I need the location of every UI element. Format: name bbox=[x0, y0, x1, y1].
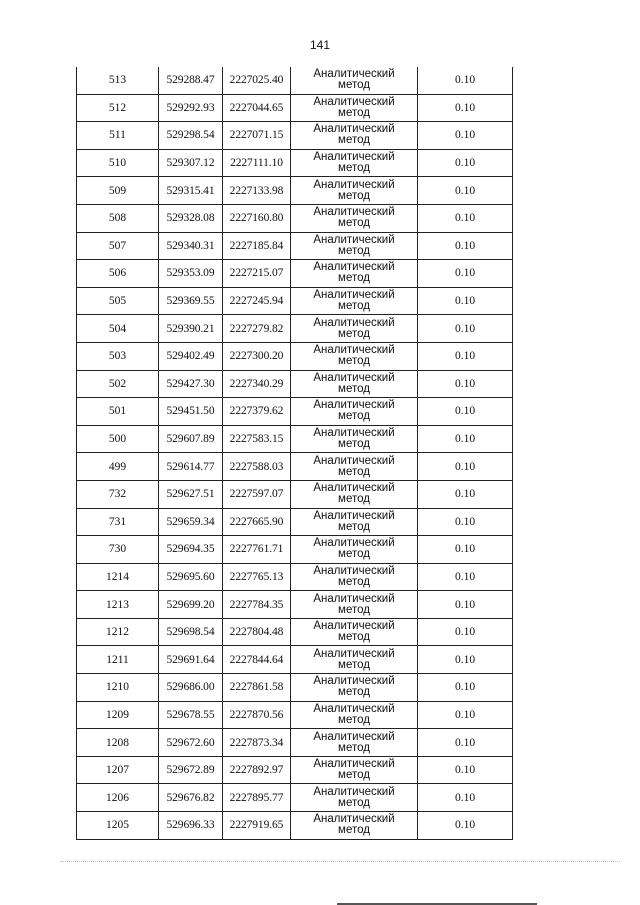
point-number-cell: 509 bbox=[77, 177, 159, 205]
accuracy-cell: 0.10 bbox=[418, 94, 513, 122]
accuracy-cell: 0.10 bbox=[418, 591, 513, 619]
method-line-1: Аналитический bbox=[313, 233, 395, 246]
method-line-1: Аналитический bbox=[313, 344, 395, 357]
accuracy-cell: 0.10 bbox=[418, 149, 513, 177]
x-coordinate-cell: 529402.49 bbox=[159, 342, 223, 370]
method-cell bbox=[291, 232, 418, 260]
point-number-cell: 732 bbox=[77, 480, 159, 508]
point-number-cell: 504 bbox=[77, 315, 159, 343]
method-cell bbox=[291, 536, 418, 564]
method-line-1: Аналитический bbox=[313, 427, 395, 440]
point-number-cell: 730 bbox=[77, 536, 159, 564]
method-line-1: Аналитический bbox=[313, 68, 395, 81]
method-line-1: Аналитический bbox=[313, 702, 395, 715]
x-coordinate-cell: 529292.93 bbox=[159, 94, 223, 122]
method-cell bbox=[291, 149, 418, 177]
point-number-cell: 506 bbox=[77, 260, 159, 288]
x-coordinate-cell: 529353.09 bbox=[159, 260, 223, 288]
method-line-2: метод bbox=[338, 548, 370, 561]
point-number-cell: 511 bbox=[77, 122, 159, 150]
method-cell bbox=[291, 701, 418, 729]
method-cell bbox=[291, 784, 418, 812]
method-cell bbox=[291, 122, 418, 150]
method-line-2: метод bbox=[338, 134, 370, 147]
method-cell bbox=[291, 646, 418, 674]
method-line-2: метод bbox=[338, 79, 370, 92]
table-row bbox=[77, 674, 513, 702]
y-coordinate-cell: 2227160.80 bbox=[223, 204, 291, 232]
x-coordinate-cell: 529298.54 bbox=[159, 122, 223, 150]
table-row bbox=[77, 812, 513, 840]
accuracy-cell: 0.10 bbox=[418, 177, 513, 205]
point-number-cell: 508 bbox=[77, 204, 159, 232]
y-coordinate-cell: 2227784.35 bbox=[223, 591, 291, 619]
method-line-1: Аналитический bbox=[313, 261, 395, 274]
y-coordinate-cell: 2227870.56 bbox=[223, 701, 291, 729]
method-line-2: метод bbox=[338, 327, 370, 340]
x-coordinate-cell: 529288.47 bbox=[159, 67, 223, 94]
method-line-2: метод bbox=[338, 824, 370, 837]
method-line-1: Аналитический bbox=[313, 206, 395, 219]
method-line-2: метод bbox=[338, 465, 370, 478]
x-coordinate-cell: 529678.55 bbox=[159, 701, 223, 729]
accuracy-cell: 0.10 bbox=[418, 453, 513, 481]
scan-artifact-dots bbox=[60, 861, 620, 864]
method-line-1: Аналитический bbox=[313, 537, 395, 550]
table-row bbox=[77, 591, 513, 619]
method-cell bbox=[291, 287, 418, 315]
method-line-1: Аналитический bbox=[313, 647, 395, 660]
x-coordinate-cell: 529676.82 bbox=[159, 784, 223, 812]
method-cell bbox=[291, 94, 418, 122]
table-row bbox=[77, 342, 513, 370]
y-coordinate-cell: 2227892.97 bbox=[223, 756, 291, 784]
table-row bbox=[77, 701, 513, 729]
point-number-cell: 503 bbox=[77, 342, 159, 370]
method-cell bbox=[291, 315, 418, 343]
x-coordinate-cell: 529699.20 bbox=[159, 591, 223, 619]
y-coordinate-cell: 2227895.77 bbox=[223, 784, 291, 812]
y-coordinate-cell: 2227665.90 bbox=[223, 508, 291, 536]
method-line-2: метод bbox=[338, 162, 370, 175]
y-coordinate-cell: 2227804.48 bbox=[223, 618, 291, 646]
accuracy-cell: 0.10 bbox=[418, 342, 513, 370]
accuracy-cell: 0.10 bbox=[418, 287, 513, 315]
table-row bbox=[77, 94, 513, 122]
point-number-cell: 499 bbox=[77, 453, 159, 481]
point-number-cell: 507 bbox=[77, 232, 159, 260]
x-coordinate-cell: 529390.21 bbox=[159, 315, 223, 343]
accuracy-cell: 0.10 bbox=[418, 729, 513, 757]
method-line-2: метод bbox=[338, 603, 370, 616]
y-coordinate-cell: 2227583.15 bbox=[223, 425, 291, 453]
y-coordinate-cell: 2227919.65 bbox=[223, 812, 291, 840]
point-number-cell: 510 bbox=[77, 149, 159, 177]
point-number-cell: 501 bbox=[77, 398, 159, 426]
method-cell bbox=[291, 756, 418, 784]
y-coordinate-cell: 2227597.07 bbox=[223, 480, 291, 508]
method-cell bbox=[291, 177, 418, 205]
method-line-1: Аналитический bbox=[313, 785, 395, 798]
accuracy-cell: 0.10 bbox=[418, 398, 513, 426]
method-cell bbox=[291, 674, 418, 702]
x-coordinate-cell: 529659.34 bbox=[159, 508, 223, 536]
method-line-1: Аналитический bbox=[313, 620, 395, 633]
y-coordinate-cell: 2227340.29 bbox=[223, 370, 291, 398]
method-cell bbox=[291, 425, 418, 453]
table-row bbox=[77, 398, 513, 426]
table-row bbox=[77, 646, 513, 674]
method-cell bbox=[291, 618, 418, 646]
accuracy-cell: 0.10 bbox=[418, 122, 513, 150]
point-number-cell: 512 bbox=[77, 94, 159, 122]
method-line-2: метод bbox=[338, 189, 370, 202]
method-line-2: метод bbox=[338, 300, 370, 313]
accuracy-cell: 0.10 bbox=[418, 563, 513, 591]
accuracy-cell: 0.10 bbox=[418, 260, 513, 288]
accuracy-cell: 0.10 bbox=[418, 370, 513, 398]
method-line-1: Аналитический bbox=[313, 151, 395, 164]
point-number-cell: 1211 bbox=[77, 646, 159, 674]
x-coordinate-cell: 529340.31 bbox=[159, 232, 223, 260]
coordinates-table-body bbox=[77, 67, 513, 839]
accuracy-cell: 0.10 bbox=[418, 67, 513, 94]
accuracy-cell: 0.10 bbox=[418, 674, 513, 702]
accuracy-cell: 0.10 bbox=[418, 701, 513, 729]
accuracy-cell: 0.10 bbox=[418, 646, 513, 674]
method-line-2: метод bbox=[338, 244, 370, 257]
accuracy-cell: 0.10 bbox=[418, 536, 513, 564]
method-cell bbox=[291, 370, 418, 398]
method-line-2: метод bbox=[338, 796, 370, 809]
point-number-cell: 1207 bbox=[77, 756, 159, 784]
accuracy-cell: 0.10 bbox=[418, 812, 513, 840]
method-line-2: метод bbox=[338, 769, 370, 782]
point-number-cell: 1208 bbox=[77, 729, 159, 757]
method-line-1: Аналитический bbox=[313, 371, 395, 384]
y-coordinate-cell: 2227215.07 bbox=[223, 260, 291, 288]
method-line-2: метод bbox=[338, 382, 370, 395]
method-line-1: Аналитический bbox=[313, 592, 395, 605]
method-cell bbox=[291, 508, 418, 536]
method-line-2: метод bbox=[338, 741, 370, 754]
x-coordinate-cell: 529695.60 bbox=[159, 563, 223, 591]
x-coordinate-cell: 529686.00 bbox=[159, 674, 223, 702]
method-line-2: метод bbox=[338, 410, 370, 423]
accuracy-cell: 0.10 bbox=[418, 204, 513, 232]
y-coordinate-cell: 2227025.40 bbox=[223, 67, 291, 94]
method-cell bbox=[291, 729, 418, 757]
method-line-2: метод bbox=[338, 355, 370, 368]
method-line-2: метод bbox=[338, 106, 370, 119]
table-row bbox=[77, 122, 513, 150]
method-line-1: Аналитический bbox=[313, 675, 395, 688]
page-number: 141 bbox=[309, 38, 331, 52]
method-line-1: Аналитический bbox=[313, 316, 395, 329]
x-coordinate-cell: 529451.50 bbox=[159, 398, 223, 426]
method-line-2: метод bbox=[338, 272, 370, 285]
x-coordinate-cell: 529696.33 bbox=[159, 812, 223, 840]
point-number-cell: 1214 bbox=[77, 563, 159, 591]
table-row bbox=[77, 784, 513, 812]
y-coordinate-cell: 2227300.20 bbox=[223, 342, 291, 370]
x-coordinate-cell: 529315.41 bbox=[159, 177, 223, 205]
method-cell bbox=[291, 342, 418, 370]
method-cell bbox=[291, 480, 418, 508]
point-number-cell: 1209 bbox=[77, 701, 159, 729]
point-number-cell: 500 bbox=[77, 425, 159, 453]
accuracy-cell: 0.10 bbox=[418, 618, 513, 646]
table-row bbox=[77, 315, 513, 343]
x-coordinate-cell: 529627.51 bbox=[159, 480, 223, 508]
method-line-1: Аналитический bbox=[313, 178, 395, 191]
method-cell bbox=[291, 563, 418, 591]
method-line-2: метод bbox=[338, 631, 370, 644]
accuracy-cell: 0.10 bbox=[418, 232, 513, 260]
method-line-2: метод bbox=[338, 658, 370, 671]
table-row bbox=[77, 287, 513, 315]
x-coordinate-cell: 529427.30 bbox=[159, 370, 223, 398]
point-number-cell: 1210 bbox=[77, 674, 159, 702]
method-line-1: Аналитический bbox=[313, 564, 395, 577]
point-number-cell: 1205 bbox=[77, 812, 159, 840]
table-row bbox=[77, 508, 513, 536]
y-coordinate-cell: 2227279.82 bbox=[223, 315, 291, 343]
method-cell bbox=[291, 453, 418, 481]
method-line-2: метод bbox=[338, 520, 370, 533]
point-number-cell: 1212 bbox=[77, 618, 159, 646]
y-coordinate-cell: 2227379.62 bbox=[223, 398, 291, 426]
method-line-2: метод bbox=[338, 686, 370, 699]
method-cell bbox=[291, 260, 418, 288]
accuracy-cell: 0.10 bbox=[418, 315, 513, 343]
method-line-2: метод bbox=[338, 217, 370, 230]
x-coordinate-cell: 529307.12 bbox=[159, 149, 223, 177]
point-number-cell: 731 bbox=[77, 508, 159, 536]
coordinates-table bbox=[76, 67, 513, 840]
x-coordinate-cell: 529369.55 bbox=[159, 287, 223, 315]
y-coordinate-cell: 2227588.03 bbox=[223, 453, 291, 481]
accuracy-cell: 0.10 bbox=[418, 425, 513, 453]
x-coordinate-cell: 529328.08 bbox=[159, 204, 223, 232]
table-row bbox=[77, 204, 513, 232]
y-coordinate-cell: 2227873.34 bbox=[223, 729, 291, 757]
method-cell bbox=[291, 591, 418, 619]
table-row bbox=[77, 149, 513, 177]
accuracy-cell: 0.10 bbox=[418, 480, 513, 508]
method-line-1: Аналитический bbox=[313, 482, 395, 495]
method-line-1: Аналитический bbox=[313, 758, 395, 771]
method-line-2: метод bbox=[338, 713, 370, 726]
method-line-1: Аналитический bbox=[313, 399, 395, 412]
table-row bbox=[77, 536, 513, 564]
y-coordinate-cell: 2227861.58 bbox=[223, 674, 291, 702]
method-line-1: Аналитический bbox=[313, 454, 395, 467]
method-line-1: Аналитический bbox=[313, 730, 395, 743]
method-line-1: Аналитический bbox=[313, 95, 395, 108]
table-row bbox=[77, 370, 513, 398]
x-coordinate-cell: 529694.35 bbox=[159, 536, 223, 564]
table-row bbox=[77, 618, 513, 646]
table-row bbox=[77, 67, 513, 94]
method-cell bbox=[291, 812, 418, 840]
method-line-2: метод bbox=[338, 438, 370, 451]
accuracy-cell: 0.10 bbox=[418, 508, 513, 536]
method-cell bbox=[291, 67, 418, 94]
x-coordinate-cell: 529698.54 bbox=[159, 618, 223, 646]
y-coordinate-cell: 2227044.65 bbox=[223, 94, 291, 122]
table-row bbox=[77, 563, 513, 591]
y-coordinate-cell: 2227111.10 bbox=[223, 149, 291, 177]
table-row bbox=[77, 232, 513, 260]
table-row bbox=[77, 480, 513, 508]
method-cell bbox=[291, 398, 418, 426]
y-coordinate-cell: 2227245.94 bbox=[223, 287, 291, 315]
method-line-2: метод bbox=[338, 493, 370, 506]
method-line-1: Аналитический bbox=[313, 509, 395, 522]
table-row bbox=[77, 260, 513, 288]
point-number-cell: 513 bbox=[77, 67, 159, 94]
point-number-cell: 505 bbox=[77, 287, 159, 315]
y-coordinate-cell: 2227133.98 bbox=[223, 177, 291, 205]
method-line-1: Аналитический bbox=[313, 813, 395, 826]
y-coordinate-cell: 2227761.71 bbox=[223, 536, 291, 564]
point-number-cell: 1206 bbox=[77, 784, 159, 812]
x-coordinate-cell: 529672.60 bbox=[159, 729, 223, 757]
x-coordinate-cell: 529614.77 bbox=[159, 453, 223, 481]
method-line-1: Аналитический bbox=[313, 289, 395, 302]
accuracy-cell: 0.10 bbox=[418, 784, 513, 812]
y-coordinate-cell: 2227185.84 bbox=[223, 232, 291, 260]
x-coordinate-cell: 529691.64 bbox=[159, 646, 223, 674]
y-coordinate-cell: 2227765.13 bbox=[223, 563, 291, 591]
table-row bbox=[77, 729, 513, 757]
point-number-cell: 1213 bbox=[77, 591, 159, 619]
x-coordinate-cell: 529672.89 bbox=[159, 756, 223, 784]
point-number-cell: 502 bbox=[77, 370, 159, 398]
method-cell bbox=[291, 204, 418, 232]
accuracy-cell: 0.10 bbox=[418, 756, 513, 784]
y-coordinate-cell: 2227071.15 bbox=[223, 122, 291, 150]
table-row bbox=[77, 756, 513, 784]
y-coordinate-cell: 2227844.64 bbox=[223, 646, 291, 674]
table-row bbox=[77, 425, 513, 453]
x-coordinate-cell: 529607.89 bbox=[159, 425, 223, 453]
table-row bbox=[77, 177, 513, 205]
table-row bbox=[77, 453, 513, 481]
method-line-2: метод bbox=[338, 575, 370, 588]
method-line-1: Аналитический bbox=[313, 123, 395, 136]
